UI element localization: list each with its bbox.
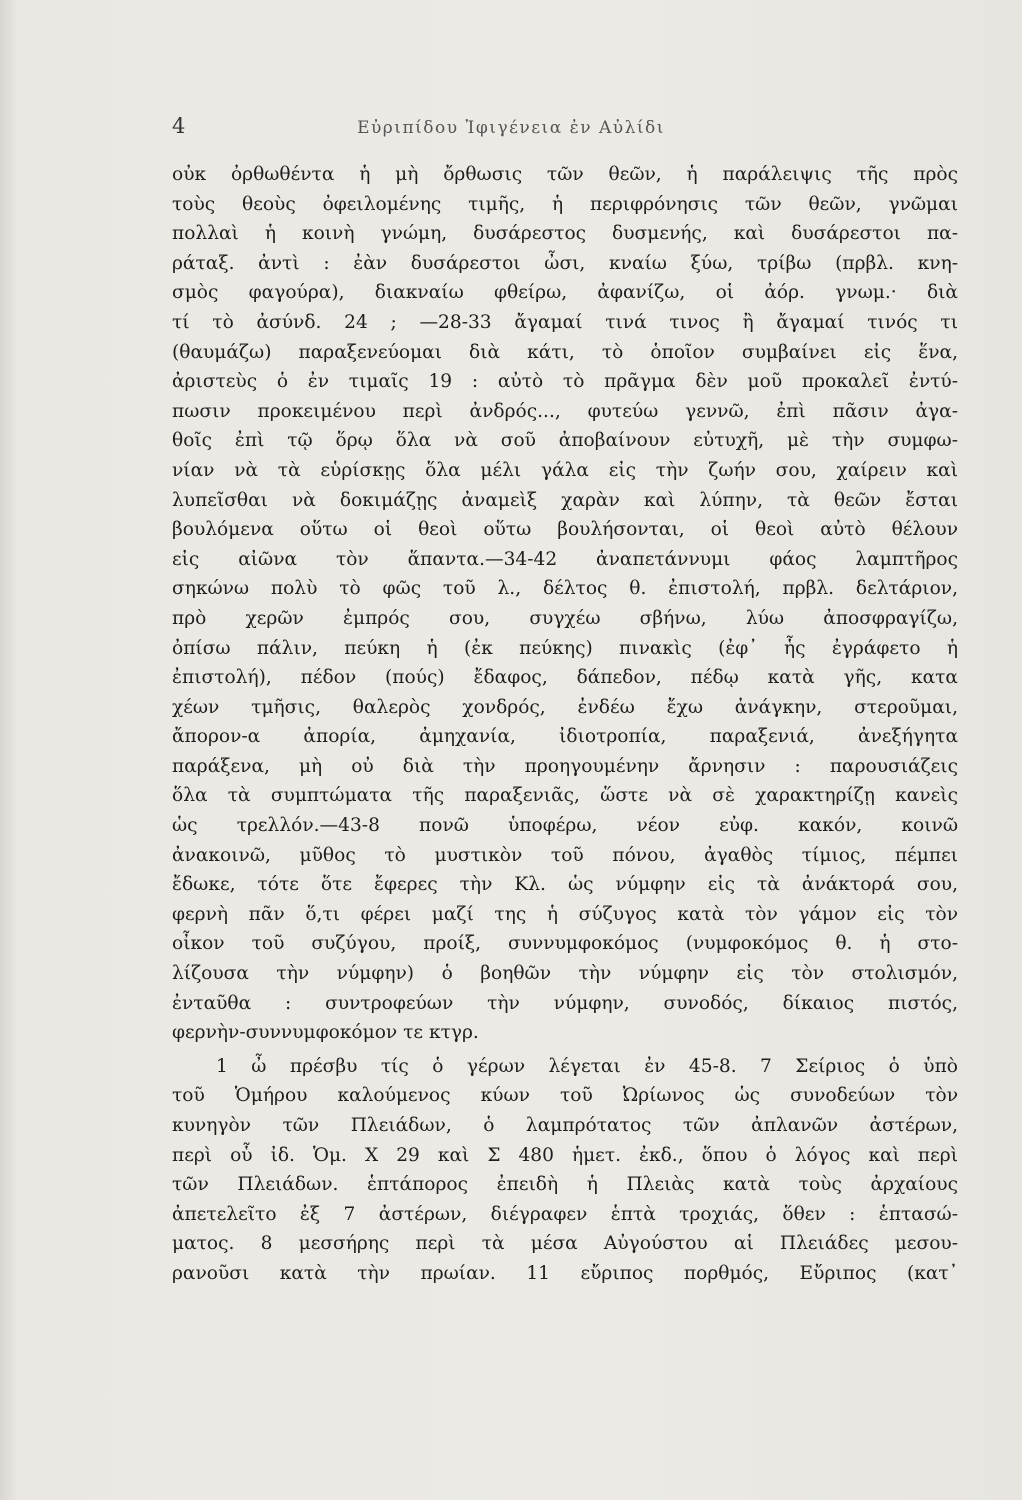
text-line: τί τὸ ἀσύνδ. 24 ; —28-33 ἄγαμαί τινά τινος ἢ ἄγαμαί τινός τι	[172, 311, 958, 333]
text-line: ἐνταῦθα : συντροφεύων τὴν νύμφην, συνοδός, δίκαιος πιστός,	[172, 992, 958, 1014]
text-line: χέων τμῆσις, θαλερὸς χονδρός, ἐνδέω ἔχω ἀνάγκην, στεροῦμαι,	[172, 696, 958, 718]
text-line: ὡς τρελλόν.—43-8 πονῶ ὑποφέρω, νέον εὐφ. κακόν, κοινῶ	[172, 815, 958, 837]
text-line: φερνὴν-συννυμφοκόμον τε κτγρ.	[172, 1022, 479, 1044]
text-line: εἰς αἰῶνα τὸν ἅπαντα.—34-42 ἀναπετάννυμι φάος λαμπτῆρος	[172, 548, 958, 570]
text-line: ἄπορον-α ἀπορία, ἀμηχανία, ἰδιοτροπία, παραξενιά, ἀνεξήγητα	[172, 726, 958, 748]
running-title: Εὐριπίδου Ἰφιγένεια ἐν Αὐλίδι	[357, 118, 665, 138]
text-line: φερνὴ πᾶν ὅ,τι φέρει μαζί της ἡ σύζυγος κατὰ τὸν γάμον εἰς τὸν	[172, 903, 958, 925]
text-line: τοὺς θεοὺς ὀφειλομένης τιμῆς, ἡ περιφρόνησις τῶν θεῶν, γνῶμαι	[172, 193, 958, 215]
text-line: κυνηγὸν τῶν Πλειάδων, ὁ λαμπρότατος τῶν ἀπλανῶν ἀστέρων,	[172, 1115, 958, 1136]
text-line: νίαν νὰ τὰ εὑρίσκῃς ὅλα μέλι γάλα εἰς τὴν ζωήν σου, χαίρειν καὶ	[172, 459, 958, 481]
text-line: οὐκ ὀρθωθέντα ἡ μὴ ὄρθωσις τῶν θεῶν, ἡ παράλειψις τῆς πρὸς	[172, 164, 958, 185]
text-line: ματος. 8 μεσσήρης περὶ τὰ μέσα Αὐγούστου αἱ Πλειάδες μεσου-	[172, 1233, 958, 1255]
text-line: 1 ὦ πρέσβυ τίς ὁ γέρων λέγεται ἐν 45-8. 7 Σείριος ὁ ὑπὸ	[216, 1055, 958, 1077]
text-line: βουλόμενα οὕτω οἱ θεοὶ οὕτω βουλήσονται, οἱ θεοὶ αὐτὸ θέλουν	[172, 519, 958, 541]
text-line: ράταξ. ἀντὶ : ἐὰν δυσάρεστοι ὦσι, κναίω ξύω, τρίβω (πρβλ. κνη-	[172, 252, 958, 274]
text-line: ἀνακοινῶ, μῦθος τὸ μυστικὸν τοῦ πόνου, ἀγαθὸς τίμιος, πέμπει	[172, 844, 958, 866]
text-line: θοῖς ἐπὶ τῷ ὅρῳ ὅλα νὰ σοῦ ἀποβαίνουν εὐτυχῆ, μὲ τὴν συμφω-	[172, 430, 958, 452]
text-line: πρὸ χερῶν ἐμπρός σου, συγχέω σβήνω, λύω ἀποσφραγίζω,	[172, 607, 958, 629]
text-line: πωσιν προκειμένου περὶ ἀνδρός..., φυτεύω γεννῶ, ἐπὶ πᾶσιν ἀγα-	[172, 400, 958, 422]
text-line: λίζουσα τὴν νύμφην) ὁ βοηθῶν τὴν νύμφην εἰς τὸν στολισμόν,	[172, 963, 958, 985]
text-line: ἀριστεὺς ὁ ἐν τιμαῖς 19 : αὐτὸ τὸ πρᾶγμα δὲν μοῦ προκαλεῖ ἐντύ-	[172, 371, 958, 393]
text-line: οἶκον τοῦ συζύγου, προίξ, συννυμφοκόμος (νυμφοκόμος θ. ἡ στο-	[172, 933, 958, 955]
text-line: πολλαὶ ἡ κοινὴ γνώμη, δυσάρεστος δυσμενής, καὶ δυσάρεστοι πα-	[172, 223, 958, 245]
text-line: ρανοῦσι κατὰ τὴν πρωίαν. 11 εὔριπος πορθμός, Εὔριπος (κατ᾽	[172, 1262, 958, 1284]
text-line: τοῦ Ὁμήρου καλούμενος κύων τοῦ Ὠρίωνος ὡς συνοδεύων τὸν	[172, 1085, 958, 1107]
text-line: σηκώνω πολὺ τὸ φῶς τοῦ λ., δέλτος θ. ἐπιστολή, πρβλ. δελτάριον,	[172, 578, 958, 600]
text-line: ἔδωκε, τότε ὅτε ἔφερες τὴν Κλ. ὡς νύμφην εἰς τὰ ἀνάκτορά σου,	[172, 874, 958, 896]
text-line: ἀπετελεῖτο ἐξ 7 ἀστέρων, διέγραφεν ἑπτὰ τροχιάς, ὅθεν : ἑπτασώ-	[172, 1203, 958, 1225]
text-line: σμὸς φαγούρα), διακναίω φθείρω, ἀφανίζω, οἱ ἀόρ. γνωμ.· διὰ	[172, 282, 958, 304]
text-line: λυπεῖσθαι νὰ δοκιμάζῃς ἀναμεὶξ χαρὰν καὶ λύπην, τὰ θεῶν ἔσται	[172, 489, 958, 511]
text-line: ὅλα τὰ συμπτώματα τῆς παραξενιᾶς, ὥστε νὰ σὲ χαρακτηρίζῃ κανεὶς	[172, 785, 958, 807]
page-header	[0, 112, 1022, 152]
text-line: ἐπιστολή), πέδον (πούς) ἔδαφος, δάπεδον, πέδῳ κατὰ γῆς, κατα	[172, 667, 958, 689]
text-line: ὀπίσω πάλιν, πεύκη ἡ (ἐκ πεύκης) πινακὶς (ἐφ᾽ ἧς ἐγράφετο ἡ	[172, 637, 958, 659]
text-line: τῶν Πλειάδων. ἑπτάπορος ἐπειδὴ ἡ Πλειὰς κατὰ τοὺς ἀρχαίους	[172, 1174, 958, 1196]
text-line: (θαυμάζω) παραξενεύομαι διὰ κάτι, τὸ ὁποῖον συμβαίνει εἰς ἕνα,	[172, 341, 958, 363]
text-line: παράξενα, μὴ οὐ διὰ τὴν προηγουμένην ἄρνησιν : παρουσιάζεις	[172, 755, 958, 777]
page-number: 4	[172, 114, 186, 138]
text-line: περὶ οὗ ἰδ. Ὁμ. Χ 29 καὶ Σ 480 ἡμετ. ἐκδ., ὅπου ὁ λόγος καὶ περὶ	[172, 1144, 958, 1166]
commentary-text	[172, 160, 958, 1289]
